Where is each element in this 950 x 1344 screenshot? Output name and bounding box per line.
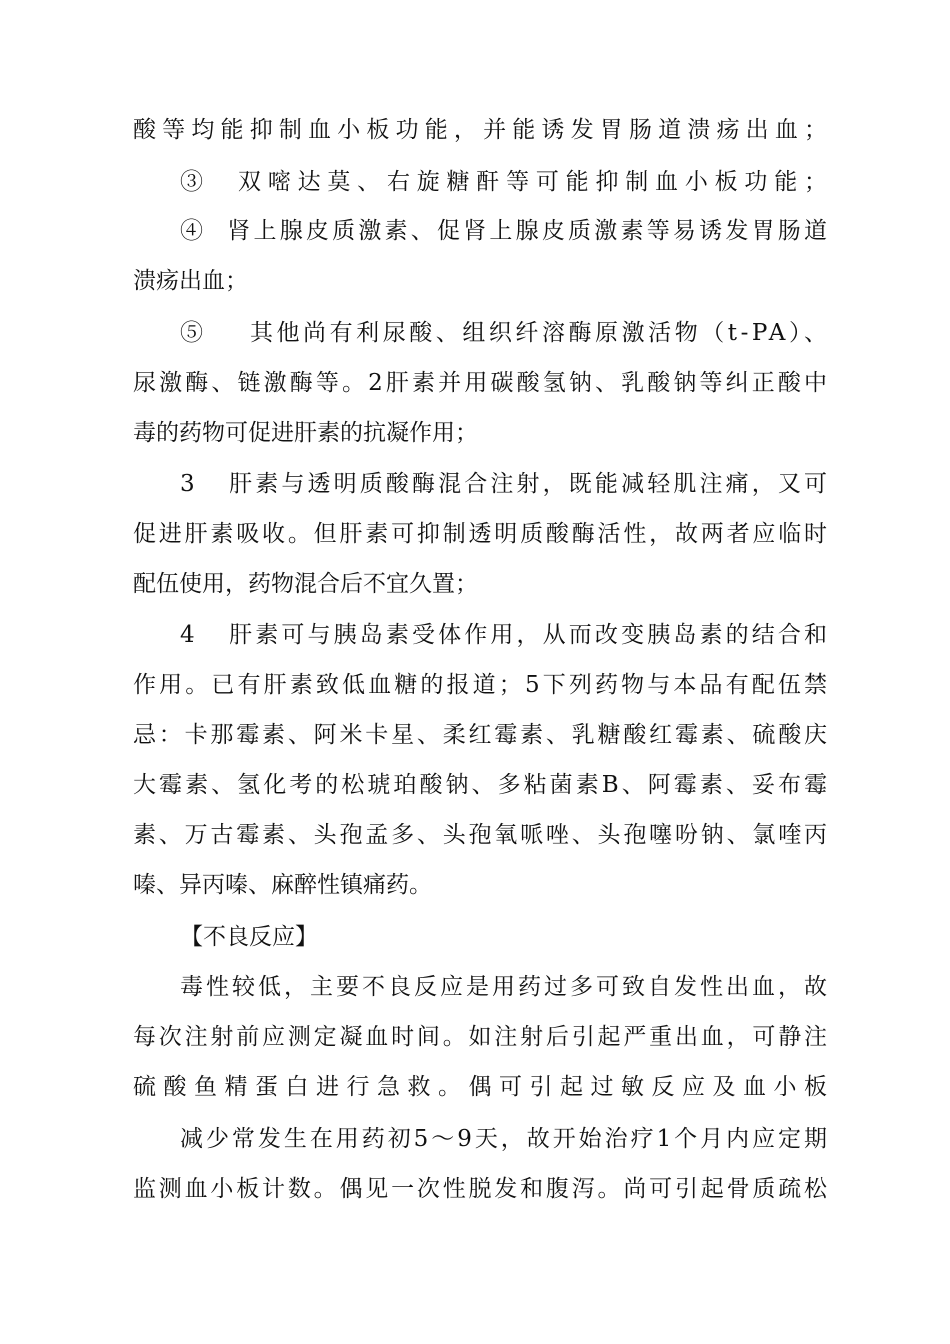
text-line-content: 尿激酶、链激酶等。2肝素并用碳酸氢钠、乳酸钠等纠正酸中 [133, 370, 831, 396]
text-line [0, 620, 950, 650]
text-line [0, 418, 950, 448]
text-line [0, 770, 950, 800]
text-line-content: 4 肝素可与胰岛素受体作用，从而改变胰岛素的结合和 [180, 622, 831, 648]
text-line [0, 870, 950, 900]
text-line [0, 820, 950, 850]
text-line-content: 酸等均能抑制血小板功能，并能诱发胃肠道溃疡出血； [133, 117, 834, 143]
text-line-content: 素、万古霉素、头孢孟多、头孢氧哌唑、头孢噻吩钠、氯喹丙 [133, 822, 830, 848]
text-line [0, 1072, 950, 1102]
text-line-content: ③ 双嘧达莫、右旋糖酐等可能抑制血小板功能； [180, 169, 834, 195]
text-line [0, 368, 950, 398]
text-line [0, 569, 950, 599]
text-line [0, 1124, 950, 1154]
text-line-content: 大霉素、氢化考的松琥珀酸钠、多粘菌素B、阿霉素、妥布霉 [133, 772, 831, 798]
text-line-content: 忌：卡那霉素、阿米卡星、柔红霉素、乳糖酸红霉素、硫酸庆 [133, 722, 830, 748]
text-line [0, 519, 950, 549]
text-line-content: ⑤ 其他尚有利尿酸、组织纤溶酶原激活物（t-PA）、 [180, 320, 831, 346]
text-line [0, 318, 950, 348]
text-line-content: ④ 肾上腺皮质激素、促肾上腺皮质激素等易诱发胃肠道 [180, 218, 831, 244]
text-line-content: 作用。已有肝素致低血糖的报道；5下列药物与本品有配伍禁 [133, 672, 831, 698]
text-line-content: 促进肝素吸收。但肝素可抑制透明质酸酶活性，故两者应临时 [133, 521, 830, 547]
text-line-content: 溃疡出血； [133, 268, 248, 294]
text-line [0, 1022, 950, 1052]
section-heading [0, 922, 950, 952]
text-line-content: 每次注射前应测定凝血时间。如注射后引起严重出血，可静注 [133, 1024, 830, 1050]
text-line [0, 216, 950, 246]
text-line-content: 毒性较低，主要不良反应是用药过多可致自发性出血，故 [180, 974, 830, 1000]
text-line [0, 1174, 950, 1204]
text-line-content: 3 肝素与透明质酸酶混合注射，既能减轻肌注痛，又可 [180, 471, 831, 497]
text-line [0, 972, 950, 1002]
text-line [0, 670, 950, 700]
section-heading-text: 【不良反应】 [180, 924, 318, 950]
text-line-content: 硫酸鱼精蛋白进行急救。偶可引起过敏反应及血小板 [133, 1074, 835, 1100]
text-line-content: 嗪、异丙嗪、麻醉性镇痛药。 [133, 872, 432, 898]
text-line-content: 配伍使用，药物混合后不宜久置； [133, 571, 478, 597]
text-line [0, 720, 950, 750]
text-line-content: 监测血小板计数。偶见一次性脱发和腹泻。尚可引起骨质疏松 [133, 1176, 830, 1202]
text-line [0, 266, 950, 296]
text-line [0, 115, 950, 145]
text-line-content: 毒的药物可促进肝素的抗凝作用； [133, 420, 478, 446]
text-line [0, 469, 950, 499]
text-line [0, 167, 950, 197]
text-line-content: 减少常发生在用药初5〜9天，故开始治疗1个月内应定期 [180, 1126, 830, 1152]
